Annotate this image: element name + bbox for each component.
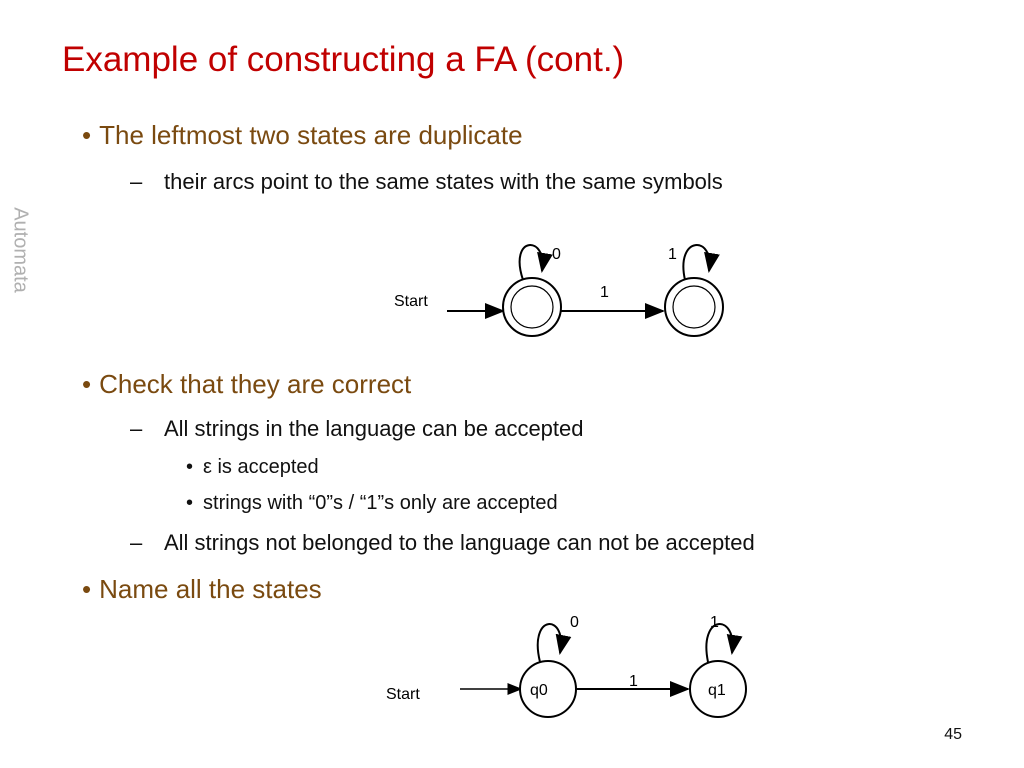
state-q0-label: q0 (530, 682, 548, 699)
transition-label: 1 (629, 673, 638, 690)
fa-diagram-duplicate (380, 235, 740, 345)
bullet-icon: • (82, 120, 92, 150)
self-loop-left (520, 245, 543, 280)
sub-bullet-text: their arcs point to the same states with the same symbols (164, 169, 723, 194)
bullet-check-correct (82, 369, 411, 400)
bullet-text: Check that they are correct (99, 369, 412, 399)
bullet-icon: • (82, 369, 92, 399)
sub-sub-bullet-text: strings with “0”s / “1”s only are accepted (203, 492, 558, 514)
bullet-name-states (82, 574, 322, 605)
dash-icon: – (130, 169, 143, 194)
slide-title: Example of constructing a FA (cont.) (62, 40, 625, 79)
bullet-icon: • (186, 456, 194, 478)
state-right-inner (673, 286, 715, 328)
state-q0 (520, 661, 576, 717)
page-number: 45 (944, 726, 962, 743)
dash-icon: – (130, 530, 143, 555)
sub-sub-bullet-text: ε is accepted (203, 456, 319, 478)
bullet-text: Name all the states (99, 574, 322, 604)
sub-sub-bullet-epsilon (186, 456, 319, 479)
sub-bullet-accepted (130, 416, 584, 442)
loop-right-label: 1 (710, 614, 719, 631)
sub-sub-bullet-strings (186, 492, 558, 515)
sub-bullet-text: All strings not belonged to the language can not be accepted (164, 530, 755, 555)
bullet-icon: • (186, 492, 194, 514)
side-label: Automata (9, 207, 32, 293)
bullet-icon: • (82, 574, 92, 604)
transition-label: 1 (600, 284, 609, 301)
start-label: Start (386, 686, 420, 703)
sub-bullet-not-accepted (130, 530, 755, 556)
start-label: Start (394, 293, 428, 310)
self-loop-q0 (538, 624, 561, 662)
state-q1-label: q1 (708, 682, 726, 699)
sub-bullet-arcs (130, 169, 723, 195)
bullet-duplicate-states (82, 120, 523, 151)
loop-left-label: 0 (552, 246, 561, 263)
sub-bullet-text: All strings in the language can be accepted (164, 416, 584, 441)
bullet-text: The leftmost two states are duplicate (99, 120, 523, 150)
loop-right-label: 1 (668, 246, 677, 263)
loop-left-label: 0 (570, 614, 579, 631)
self-loop-right (683, 245, 709, 280)
dash-icon: – (130, 416, 143, 441)
fa-diagram-named (380, 605, 760, 720)
state-left-inner (511, 286, 553, 328)
